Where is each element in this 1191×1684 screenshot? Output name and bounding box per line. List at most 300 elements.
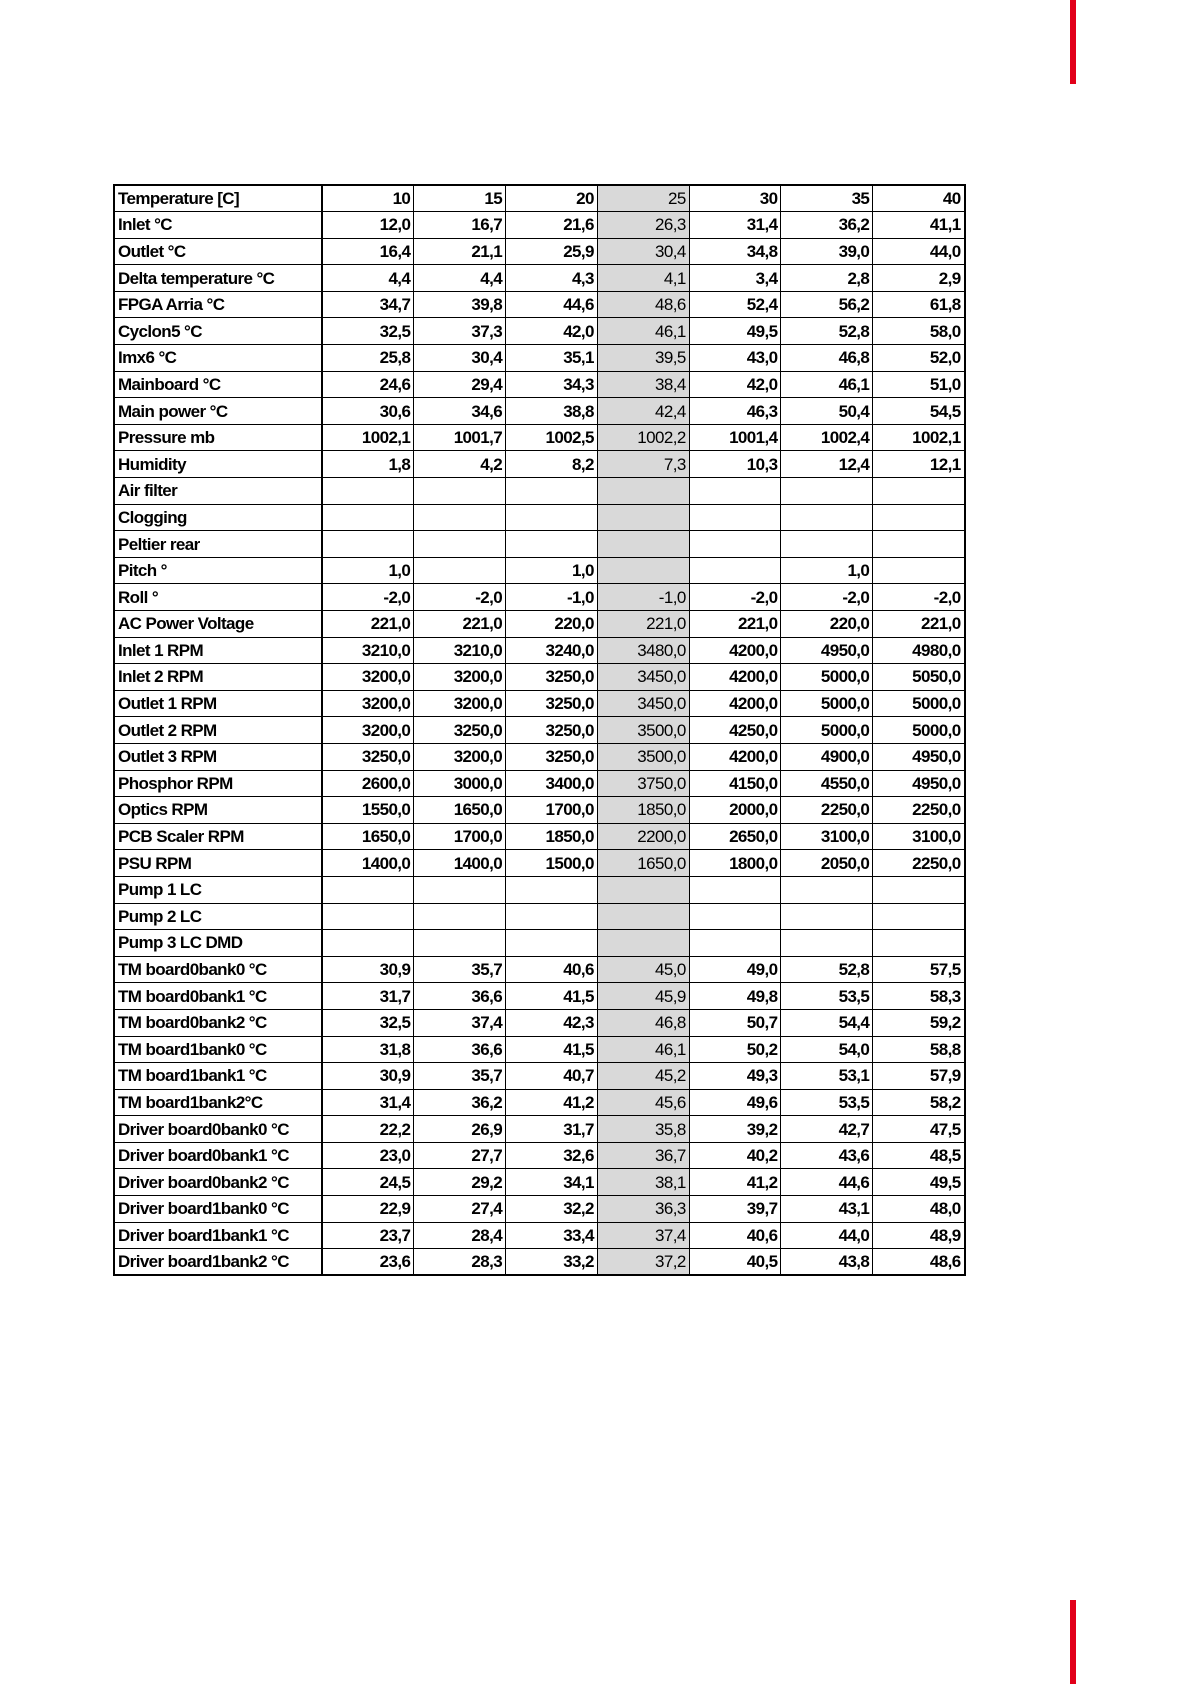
value-cell: 8,2 [506,451,598,478]
value-cell [781,930,873,957]
value-cell [873,930,965,957]
value-cell [322,930,414,957]
value-cell [414,930,506,957]
value-cell: 44,0 [873,238,965,265]
value-cell: 1,0 [781,557,873,584]
value-cell: 4900,0 [781,743,873,770]
value-cell: 48,0 [873,1196,965,1223]
value-cell: 38,8 [506,398,598,425]
value-cell: 1700,0 [414,823,506,850]
value-cell: 39,7 [689,1196,781,1223]
value-cell: 2250,0 [873,850,965,877]
value-cell: 1400,0 [322,850,414,877]
table-row [114,238,965,265]
value-cell: 43,1 [781,1196,873,1223]
row-label: Pump 3 LC DMD [114,930,322,957]
value-cell: 37,4 [414,1009,506,1036]
value-cell [506,876,598,903]
row-label: Pitch ° [114,557,322,584]
value-cell [414,531,506,558]
value-cell [414,876,506,903]
value-cell: 221,0 [597,611,689,638]
value-cell: 39,2 [689,1116,781,1143]
value-cell: 3200,0 [414,690,506,717]
table-row [114,1142,965,1169]
value-cell: 39,8 [414,291,506,318]
value-cell: 12,0 [322,212,414,239]
row-label: TM board0bank1 °C [114,983,322,1010]
table-row [114,1222,965,1249]
value-cell [873,557,965,584]
value-cell: 43,8 [781,1249,873,1276]
value-cell: 1800,0 [689,850,781,877]
table-row [114,584,965,611]
table-row [114,1169,965,1196]
row-label: Driver board1bank1 °C [114,1222,322,1249]
value-cell: 3200,0 [414,743,506,770]
value-cell: 42,4 [597,398,689,425]
value-cell: 1550,0 [322,797,414,824]
value-cell: 41,1 [873,212,965,239]
row-label: Outlet 1 RPM [114,690,322,717]
value-cell: 36,3 [597,1196,689,1223]
value-cell [597,504,689,531]
table-row [114,797,965,824]
value-cell: 1002,1 [873,424,965,451]
value-cell [781,504,873,531]
value-cell: 34,6 [414,398,506,425]
value-cell: 37,4 [597,1222,689,1249]
value-cell: 4,2 [414,451,506,478]
value-cell: 49,5 [873,1169,965,1196]
row-label: Delta temperature °C [114,265,322,292]
value-cell: 37,3 [414,318,506,345]
table-row [114,930,965,957]
row-label: TM board1bank1 °C [114,1063,322,1090]
value-cell: 32,2 [506,1196,598,1223]
row-label: Outlet 3 RPM [114,743,322,770]
row-label: Inlet °C [114,212,322,239]
table-row [114,1196,965,1223]
table-row [114,345,965,372]
value-cell: 31,4 [322,1089,414,1116]
row-label: Air filter [114,478,322,505]
row-label: Clogging [114,504,322,531]
value-cell: 4250,0 [689,717,781,744]
row-label: Optics RPM [114,797,322,824]
value-cell: 36,6 [414,1036,506,1063]
row-label: Imx6 °C [114,345,322,372]
table-row [114,318,965,345]
value-cell: 26,9 [414,1116,506,1143]
value-cell: 35,8 [597,1116,689,1143]
value-cell: 4150,0 [689,770,781,797]
value-cell: 16,7 [414,212,506,239]
value-cell: 37,2 [597,1249,689,1276]
value-cell [597,557,689,584]
value-cell: 51,0 [873,371,965,398]
value-cell: 33,4 [506,1222,598,1249]
value-cell [781,876,873,903]
row-label: Humidity [114,451,322,478]
value-cell: 41,2 [506,1089,598,1116]
value-cell [506,478,598,505]
value-cell: 52,8 [781,318,873,345]
value-cell [597,930,689,957]
value-cell: 5000,0 [781,664,873,691]
value-cell: 46,1 [597,318,689,345]
row-label: Mainboard °C [114,371,322,398]
value-cell: 10,3 [689,451,781,478]
value-cell: 41,5 [506,983,598,1010]
value-cell [322,903,414,930]
value-cell: 4200,0 [689,664,781,691]
value-cell: 48,9 [873,1222,965,1249]
table-row [114,1036,965,1063]
row-label: Driver board1bank2 °C [114,1249,322,1276]
value-cell [322,478,414,505]
value-cell: 3450,0 [597,664,689,691]
row-label: TM board1bank0 °C [114,1036,322,1063]
value-cell: 32,6 [506,1142,598,1169]
row-label: Pressure mb [114,424,322,451]
row-label: Outlet 2 RPM [114,717,322,744]
value-cell: 45,2 [597,1063,689,1090]
value-cell: 43,6 [781,1142,873,1169]
value-cell: 40,6 [506,956,598,983]
value-cell: 42,3 [506,1009,598,1036]
value-cell: 4,4 [322,265,414,292]
value-cell: 42,0 [506,318,598,345]
value-cell: 29,4 [414,371,506,398]
value-cell: 3210,0 [414,637,506,664]
value-cell: 58,2 [873,1089,965,1116]
value-cell [689,557,781,584]
table-row [114,611,965,638]
value-cell: 42,7 [781,1116,873,1143]
value-cell [689,504,781,531]
value-cell: 36,2 [414,1089,506,1116]
value-cell [689,903,781,930]
value-cell: 44,6 [506,291,598,318]
value-cell: 4950,0 [781,637,873,664]
value-cell: 1850,0 [597,797,689,824]
table-row [114,1063,965,1090]
value-cell: 31,8 [322,1036,414,1063]
table-row [114,504,965,531]
row-label: Driver board0bank0 °C [114,1116,322,1143]
value-cell: 46,8 [597,1009,689,1036]
value-cell: 40,7 [506,1063,598,1090]
value-cell: 22,9 [322,1196,414,1223]
value-cell [781,478,873,505]
value-cell: 41,5 [506,1036,598,1063]
value-cell: 32,5 [322,318,414,345]
value-cell [597,903,689,930]
value-cell: 43,0 [689,345,781,372]
row-label: Driver board0bank2 °C [114,1169,322,1196]
table-row [114,371,965,398]
value-cell: 3480,0 [597,637,689,664]
value-cell: 46,8 [781,345,873,372]
table-row [114,557,965,584]
value-cell: 12,4 [781,451,873,478]
value-cell: 4,4 [414,265,506,292]
value-cell: 23,7 [322,1222,414,1249]
table-row [114,1009,965,1036]
value-cell: 2600,0 [322,770,414,797]
row-label: FPGA Arria °C [114,291,322,318]
value-cell: 48,5 [873,1142,965,1169]
value-cell: -1,0 [597,584,689,611]
value-cell: 50,7 [689,1009,781,1036]
table-row [114,212,965,239]
value-cell [873,531,965,558]
value-cell: 42,0 [689,371,781,398]
value-cell: 5000,0 [781,717,873,744]
value-cell: 34,1 [506,1169,598,1196]
table-row [114,398,965,425]
value-cell: 3250,0 [506,717,598,744]
value-cell: 31,7 [506,1116,598,1143]
value-cell: 1700,0 [506,797,598,824]
value-cell: 2250,0 [781,797,873,824]
value-cell [322,504,414,531]
table-row [114,956,965,983]
value-cell: 1001,7 [414,424,506,451]
value-cell: 36,7 [597,1142,689,1169]
value-cell: 25,9 [506,238,598,265]
value-cell: 39,0 [781,238,873,265]
value-cell [506,531,598,558]
value-cell [322,531,414,558]
value-cell [689,531,781,558]
value-cell: 2650,0 [689,823,781,850]
value-cell: 44,0 [781,1222,873,1249]
value-cell: 20 [506,185,598,212]
value-cell: 34,7 [322,291,414,318]
value-cell: 52,4 [689,291,781,318]
value-cell: 15 [414,185,506,212]
value-cell: 1,8 [322,451,414,478]
value-cell: 28,4 [414,1222,506,1249]
value-cell: 54,4 [781,1009,873,1036]
table-row [114,743,965,770]
value-cell [689,930,781,957]
value-cell [597,478,689,505]
value-cell: 24,5 [322,1169,414,1196]
value-cell: 4200,0 [689,690,781,717]
value-cell: 38,1 [597,1169,689,1196]
value-cell: 35,1 [506,345,598,372]
value-cell: -2,0 [414,584,506,611]
value-cell: 3450,0 [597,690,689,717]
value-cell: 30,4 [414,345,506,372]
value-cell [873,876,965,903]
value-cell: 3250,0 [506,743,598,770]
value-cell: 2200,0 [597,823,689,850]
value-cell: 30 [689,185,781,212]
table-row [114,291,965,318]
value-cell: 3000,0 [414,770,506,797]
value-cell: 45,9 [597,983,689,1010]
value-cell: 1002,4 [781,424,873,451]
value-cell: 2000,0 [689,797,781,824]
value-cell: 3100,0 [781,823,873,850]
value-cell: 4200,0 [689,637,781,664]
table-row [114,903,965,930]
value-cell: 54,5 [873,398,965,425]
row-label: Pump 1 LC [114,876,322,903]
value-cell: 3,4 [689,265,781,292]
value-cell: 58,0 [873,318,965,345]
value-cell [414,504,506,531]
value-cell: 24,6 [322,371,414,398]
value-cell: 3400,0 [506,770,598,797]
value-cell: 46,1 [781,371,873,398]
value-cell [506,930,598,957]
value-cell: 30,9 [322,956,414,983]
value-cell: 3500,0 [597,743,689,770]
value-cell: 3200,0 [322,717,414,744]
value-cell: 34,8 [689,238,781,265]
temperature-data-table [113,184,966,1276]
value-cell: 31,4 [689,212,781,239]
value-cell: -2,0 [873,584,965,611]
value-cell: 53,5 [781,1089,873,1116]
value-cell: 16,4 [322,238,414,265]
value-cell: 48,6 [597,291,689,318]
table-row [114,717,965,744]
table-header-row [114,185,965,212]
value-cell: 1,0 [506,557,598,584]
value-cell: 1001,4 [689,424,781,451]
value-cell: 5050,0 [873,664,965,691]
value-cell: 2250,0 [873,797,965,824]
value-cell: 5000,0 [873,717,965,744]
value-cell: 39,5 [597,345,689,372]
row-label: TM board0bank0 °C [114,956,322,983]
table-row [114,823,965,850]
table-row [114,850,965,877]
value-cell: 30,6 [322,398,414,425]
value-cell: 40,5 [689,1249,781,1276]
value-cell: 5000,0 [873,690,965,717]
value-cell: -2,0 [322,584,414,611]
value-cell: 1002,2 [597,424,689,451]
row-label: Main power °C [114,398,322,425]
table-body [114,185,965,1275]
value-cell [506,903,598,930]
value-cell: 220,0 [781,611,873,638]
value-cell: 34,3 [506,371,598,398]
row-label: AC Power Voltage [114,611,322,638]
table-row [114,531,965,558]
value-cell: 57,9 [873,1063,965,1090]
value-cell: 49,6 [689,1089,781,1116]
value-cell: 59,2 [873,1009,965,1036]
row-label: Inlet 1 RPM [114,637,322,664]
table-row [114,265,965,292]
value-cell [689,876,781,903]
value-cell: 27,7 [414,1142,506,1169]
value-cell: -2,0 [689,584,781,611]
value-cell: 57,5 [873,956,965,983]
value-cell: 40,6 [689,1222,781,1249]
value-cell: 221,0 [414,611,506,638]
value-cell: 2,8 [781,265,873,292]
value-cell: 44,6 [781,1169,873,1196]
table-row [114,451,965,478]
row-label: Peltier rear [114,531,322,558]
value-cell: 1850,0 [506,823,598,850]
table-row [114,770,965,797]
value-cell: 1500,0 [506,850,598,877]
value-cell: 21,1 [414,238,506,265]
table-row [114,1116,965,1143]
value-cell: 3200,0 [322,664,414,691]
value-cell: 56,2 [781,291,873,318]
value-cell: 45,0 [597,956,689,983]
row-label: Outlet °C [114,238,322,265]
value-cell: 3250,0 [506,690,598,717]
value-cell: -1,0 [506,584,598,611]
table-row [114,664,965,691]
value-cell: 3200,0 [414,664,506,691]
value-cell [781,531,873,558]
value-cell: 25,8 [322,345,414,372]
value-cell: 7,3 [597,451,689,478]
value-cell: 53,1 [781,1063,873,1090]
value-cell: 49,3 [689,1063,781,1090]
value-cell [873,903,965,930]
row-label: TM board1bank2°C [114,1089,322,1116]
value-cell: 50,4 [781,398,873,425]
value-cell: 220,0 [506,611,598,638]
value-cell: 2,9 [873,265,965,292]
value-cell: 25 [597,185,689,212]
value-cell: 26,3 [597,212,689,239]
value-cell: 3250,0 [414,717,506,744]
table-row [114,1249,965,1276]
value-cell [414,903,506,930]
row-label: PSU RPM [114,850,322,877]
value-cell: 54,0 [781,1036,873,1063]
value-cell: 52,8 [781,956,873,983]
value-cell: 1650,0 [322,823,414,850]
value-cell: 49,8 [689,983,781,1010]
value-cell [873,504,965,531]
value-cell: 23,6 [322,1249,414,1276]
accent-bar-top [1070,0,1076,84]
value-cell: 45,6 [597,1089,689,1116]
value-cell: 28,3 [414,1249,506,1276]
value-cell [414,557,506,584]
row-label: PCB Scaler RPM [114,823,322,850]
value-cell: 49,5 [689,318,781,345]
value-cell: 21,6 [506,212,598,239]
row-label: Roll ° [114,584,322,611]
value-cell: 31,7 [322,983,414,1010]
value-cell: 58,3 [873,983,965,1010]
value-cell: 221,0 [873,611,965,638]
value-cell: 48,6 [873,1249,965,1276]
value-cell: 3200,0 [322,690,414,717]
value-cell [414,478,506,505]
value-cell [322,876,414,903]
table-row [114,876,965,903]
value-cell: 30,4 [597,238,689,265]
